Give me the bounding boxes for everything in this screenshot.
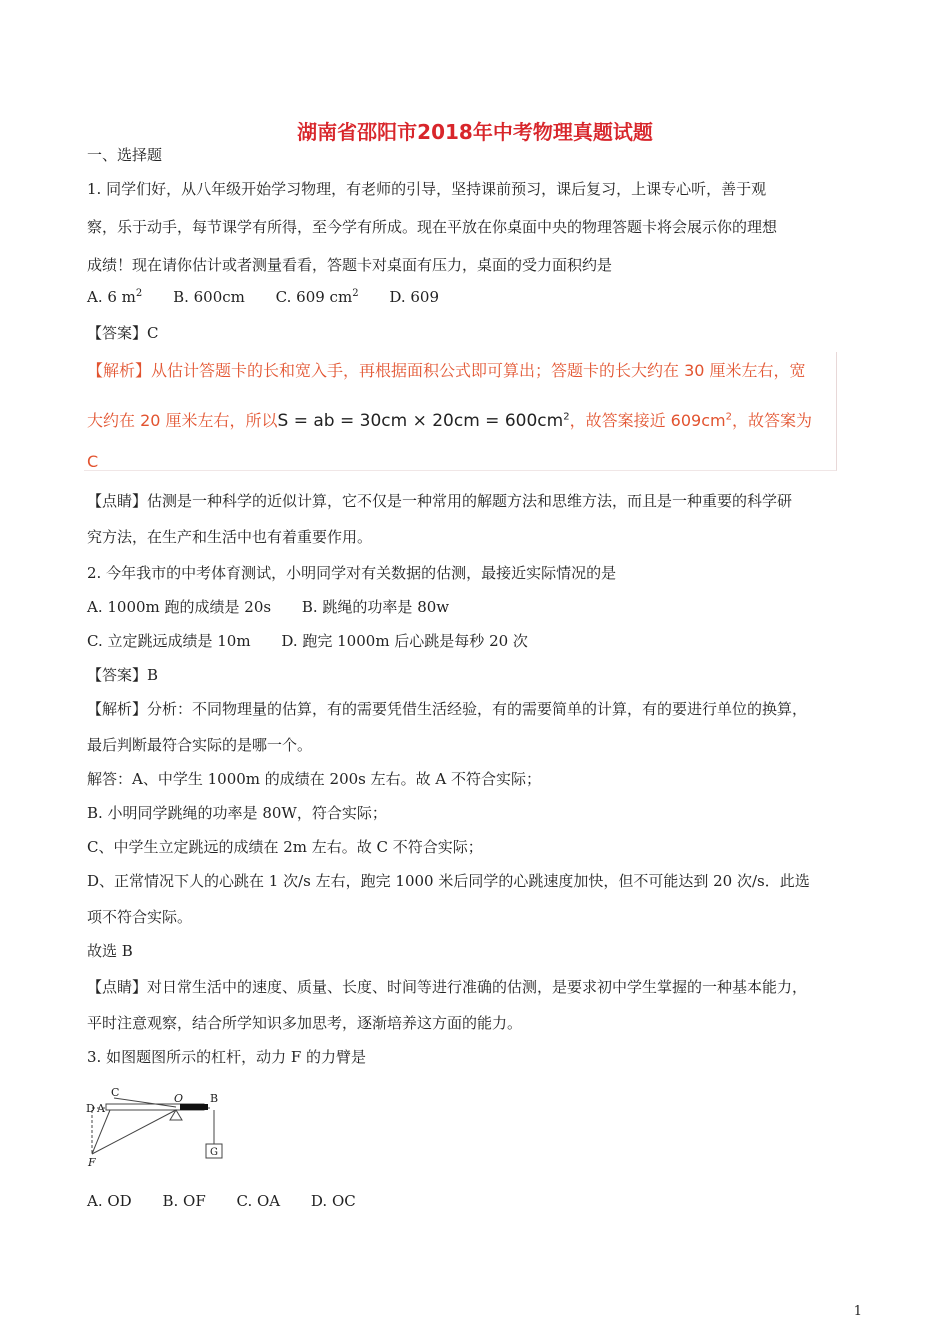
force-f-line xyxy=(92,1110,110,1154)
q3-stem: 3. 如图题图所示的杠杆，动力 F 的力臂是 xyxy=(87,1048,367,1066)
q3-option-a: A. OD xyxy=(87,1192,132,1210)
q2-options-row-1 xyxy=(87,596,475,617)
label-b: B xyxy=(210,1092,219,1105)
q2-analysis-line-1: 【解析】分析：不同物理量的估算，有的需要凭借生活经验，有的需要简单的计算，有的要进行单位的换算， xyxy=(87,700,808,718)
q2-comment-line-2: 平时注意观察，结合所学知识多加思考，逐渐培养这方面的能力。 xyxy=(87,1014,523,1032)
q2-analysis-line-3: 解答：A、中学生 1000m 的成绩在 200s 左右。故 A 不符合实际； xyxy=(87,770,542,788)
q1-option-b: B. 600cm xyxy=(173,288,245,306)
q2-analysis-line-4: B. 小明同学跳绳的功率是 80W，符合实际； xyxy=(87,804,387,822)
q1-options xyxy=(87,288,465,306)
fulcrum xyxy=(170,1110,182,1120)
q1-line-1: 1. 同学们好，从八年级开始学习物理，有老师的引导，坚持课前预习，课后复习，上课专心听，善于观 xyxy=(87,180,767,198)
section-heading: 一、选择题 xyxy=(87,146,163,164)
q1-answer: 【答案】C xyxy=(87,324,159,342)
label-f: F xyxy=(88,1156,96,1169)
lever-diagram xyxy=(84,1082,234,1172)
page-title: 湖南省邵阳市2018年中考物理真题试题 xyxy=(297,120,653,144)
q2-answer: 【答案】B xyxy=(87,666,159,684)
q2-option-c: C. 立定跳远成绩是 10m xyxy=(87,632,251,650)
q2-analysis-line-5: C、中学生立定跳远的成绩在 2m 左右。故 C 不符合实际； xyxy=(87,838,483,856)
line-f-o xyxy=(92,1110,176,1154)
q2-analysis-line-7: 项不符合实际。 xyxy=(87,908,193,926)
page-number: 1 xyxy=(853,1304,862,1319)
q2-comment-line-1: 【点睛】对日常生活中的速度、质量、长度、时间等进行准确的估测，是要求初中学生掌握的一种基本能力， xyxy=(87,978,808,996)
label-g: G xyxy=(210,1147,218,1158)
q2-options-row-2 xyxy=(87,630,554,651)
label-c: C xyxy=(111,1086,120,1099)
q2-analysis-line-2: 最后判断最符合实际的是哪一个。 xyxy=(87,736,313,754)
q1-line-3: 成绩！现在请你估计或者测量看看，答题卡对桌面有压力，桌面的受力面积约是 xyxy=(87,256,613,274)
lever-bar-dark xyxy=(180,1104,208,1110)
q2-stem: 2. 今年我市的中考体育测试，小明同学对有关数据的估测，最接近实际情况的是 xyxy=(87,564,617,582)
q1-option-a: A. 6 $m^2$ xyxy=(87,288,143,306)
q3-option-c: C. OA xyxy=(236,1192,281,1210)
q2-analysis-line-8: 故选 B xyxy=(87,942,133,960)
q2-option-b: B. 跳绳的功率是 80w xyxy=(301,598,450,616)
q1-comment-line-2: 究方法，在生产和生活中也有着重要作用。 xyxy=(87,528,373,546)
q3-option-d: D. OC xyxy=(310,1192,356,1210)
q2-option-d: D. 跑完 1000m 后心跳是每秒 20 次 xyxy=(281,632,528,650)
q1-analysis-line-3: C xyxy=(87,452,99,471)
q3-option-b: B. OF xyxy=(162,1192,206,1210)
label-a: A xyxy=(97,1102,105,1115)
q1-analysis-line-2: 大约在 20 厘米左右，所以S = ab = $30cm \times 20cm = 600cm^2$，故答案接近 $609cm^2$，故答案为 xyxy=(87,411,812,431)
label-o: O xyxy=(174,1092,184,1105)
q2-option-a: A. 1000m 跑的成绩是 20s xyxy=(87,598,272,616)
area-formula: S = ab = $30cm \times 20cm = 600cm^2$ xyxy=(277,411,570,431)
q2-analysis-line-6: D、正常情况下人的心跳在 1 次/s 左右，跑完 1000 米后同学的心跳速度加快，但不可能达到 20 次/s．此选 xyxy=(87,872,810,890)
q1-option-c: C. 609 $cm^2$ xyxy=(275,288,359,306)
label-d: D xyxy=(86,1102,95,1115)
q1-comment-line-1: 【点睛】估测是一种科学的近似计算，它不仅是一种常用的解题方法和思维方法，而且是一种重要的科学研 xyxy=(87,492,793,510)
q1-line-2: 察，乐于动手，每节课学有所得，至今学有所成。现在平放在你桌面中央的物理答题卡将会展示你的理想 xyxy=(87,218,778,236)
q1-option-d: D. 609 xyxy=(389,288,440,306)
q3-options xyxy=(87,1192,382,1210)
q1-analysis-line-1: 【解析】从估计答题卡的长和宽入手，再根据面积公式即可算出；答题卡的长大约在 30 厘米左右，宽 xyxy=(87,361,806,380)
